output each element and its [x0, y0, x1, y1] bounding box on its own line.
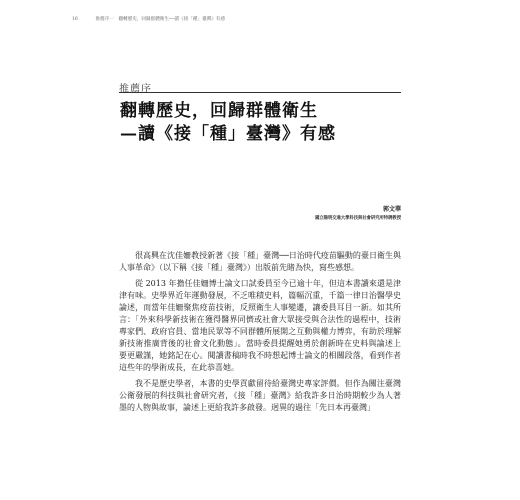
article-subtitle: —讀《接「種」臺灣》有感	[120, 124, 336, 144]
paragraph: 我不是歷史學者，本書的史學貢獻留待給臺灣史專家評價。但作為關注臺灣公衛發展的科技與社會研究者，《接「種」臺灣》給我許多日治時期較少為人著墨的人物與故事，論述上更給我許多啟發。迥異的過往「先日本再臺灣」	[119, 379, 401, 412]
title-divider	[119, 92, 401, 93]
author-name: 郭文華	[382, 206, 401, 213]
article-title: 翻轉歷史，回歸群體衛生	[120, 101, 318, 121]
running-header-text: 推薦序一 翻轉歷史，回歸群體衛生──讀《接「種」臺灣》有感	[95, 17, 226, 22]
body-text	[119, 250, 401, 418]
author-affiliation: 國立陽明交通大學科技與社會研究所特聘教授	[315, 216, 401, 221]
paragraph: 從 2013 年擔任佳姍博士論文口試委員至今已逾十年，但這本書讀來還是津津有味。史學界近年運動發展，不乏唯積史料，篇幅沉重，千篇一律日治醫學史論述，而當年佳姍聚焦疫苗技術，反照衛生人事變遷，讓委員耳目一新。如其所言：「外來科學新技術在獲得醫界同儕或社會大眾接受與合法性的過程中，技術專家們、政府官員、當地民眾等不同群體所展開之互動與權力博弈，有助於理解新技術推廣背後的社會文化動態」。當時委員提醒她勇於創新時在史料與論述上要更嚴謹，她銘記在心。閱讀書稿時我不時想起博士論文的相關段落，看到作者這些年的學術成長，在此恭喜她。	[119, 279, 401, 372]
section-label: 推薦序	[119, 84, 152, 95]
running-header	[72, 16, 452, 22]
paragraph: 很高興在沈佳姍教授新著《接「種」臺灣──日治時代疫苗驅動的臺日衛生與人事革命》（以下稱《接「種」臺灣》）出版前先睹為快，寫些感想。	[119, 251, 401, 272]
page-number: 16	[72, 17, 78, 22]
